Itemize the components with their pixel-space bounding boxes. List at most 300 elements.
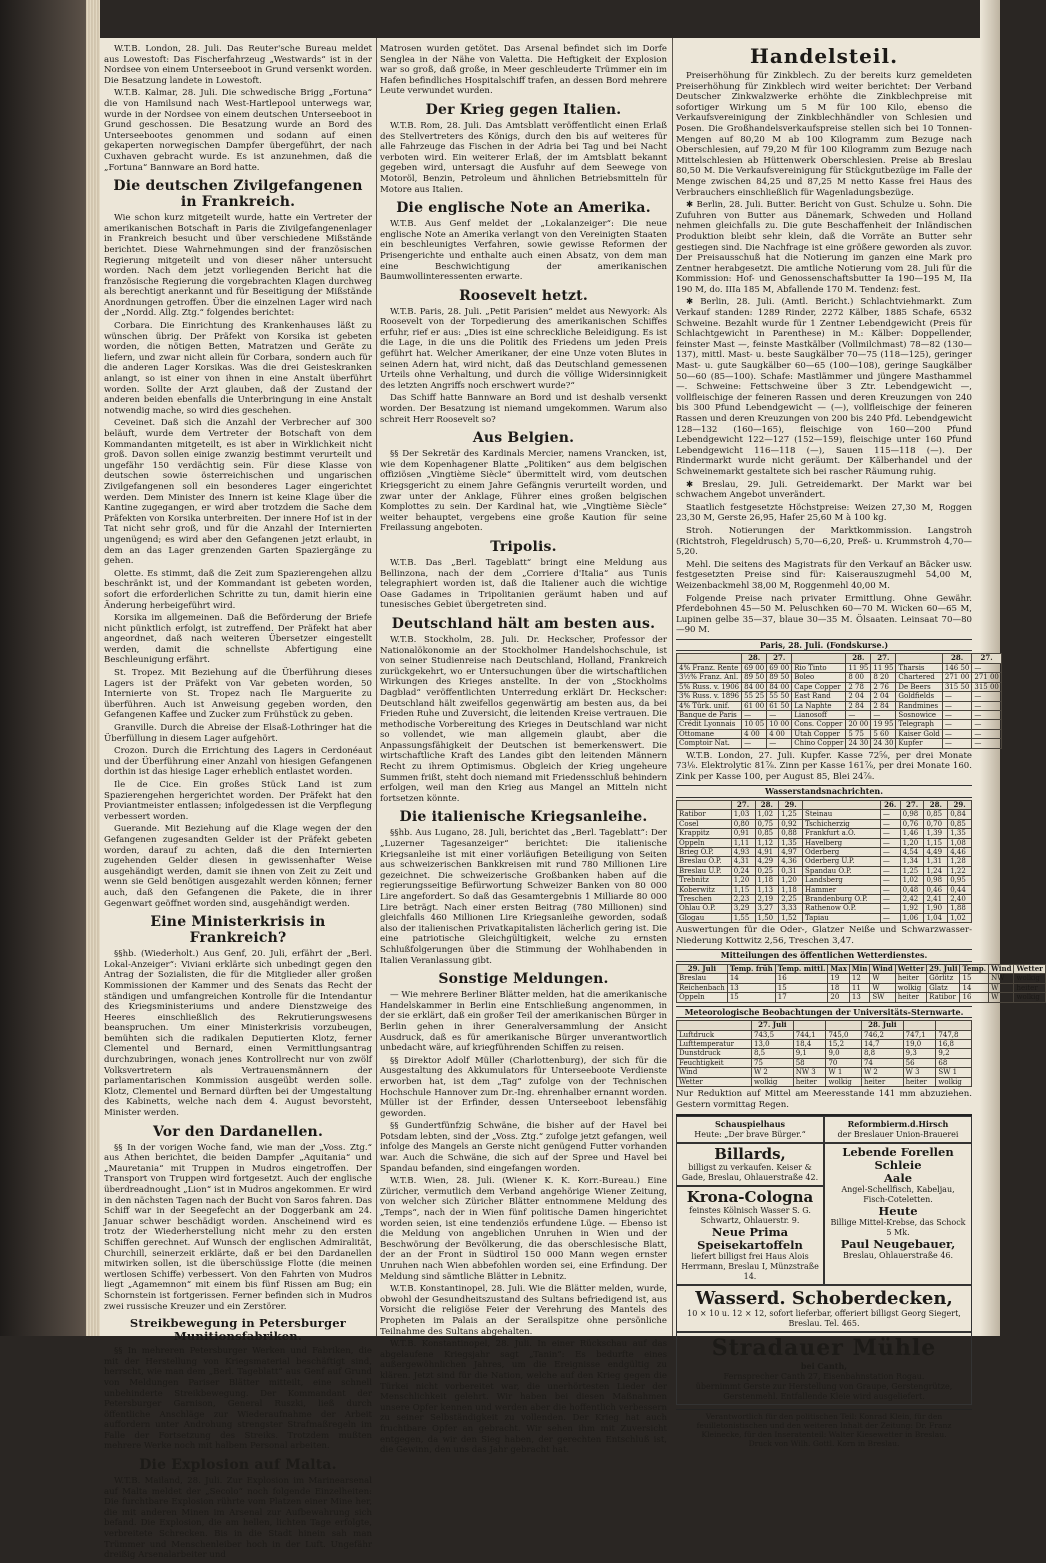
- table-row: [677, 829, 972, 838]
- paragraph: W.T.B. Konstantinopel, 28. Juli. In einer Rückschau auf das abgelaufene Kriegsjahr sagt „Tanin“: Es bedurfte eines außergewöhnlichen Jahres, um die Ereignisse endgültig zu klären. Jetzt sind für die Nation, welche auf den Krieg gegen die Türkei nicht vorbereitet war, die unerhörtesten Lieder der Menschlichkeit gelehrt. Wir haben bei diesen Maßnahmen unsere Opfer kennen und werden aber die hoffentlich verbessern zu seiner Selbständigkeit zu vollenden. Der Krieg hat auch fruchtbare Opfer an gebracht. Wir sehen ihm mit Zuversicht entgegen, da wir den Sieg haben, der gerechten Entschluß ist, die Gewinn, den uns das Jahr gebracht hat.: [380, 1339, 667, 1456]
- table-header-cell: 27. Juli: [752, 1021, 794, 1030]
- paragraph: W.T.B. London, 27. Juli. Kupfer. Kasse 72⅝, per drei Monate 73⅛. Elektrolytic 81⅞. Zinn per Kasse 161⅞, per drei Monate 160. Zink per Kasse 100, per August 85, Blei 24⅞.: [676, 750, 972, 782]
- table-row: [677, 1040, 972, 1049]
- table-cell: 1,12: [755, 838, 779, 847]
- table-row: [677, 904, 972, 913]
- table-header-cell: [803, 800, 881, 809]
- table-row: [677, 993, 1046, 1002]
- table-header-cell: Temp. mittl.: [775, 964, 828, 973]
- column-middle: [380, 44, 667, 1458]
- table-cell: 84 00: [742, 682, 767, 691]
- table-cell: W 2: [861, 1068, 903, 1077]
- table-cell: 16,8: [936, 1040, 972, 1049]
- table-cell: Luftdruck: [677, 1030, 752, 1039]
- table-cell: 0,80: [731, 819, 755, 828]
- table-cell: 0,25: [755, 866, 779, 875]
- table-cell: 10 00: [767, 720, 792, 729]
- table-cell: 0,95: [948, 876, 972, 885]
- table-cell: 1,13: [755, 885, 779, 894]
- table-cell: Hammer: [803, 885, 881, 894]
- ad-text: Breslau, Ohlauerstraße 46.: [842, 1251, 954, 1261]
- table-cell: Brandenburg O.P.: [803, 894, 881, 903]
- newspaper-page: [100, 38, 1043, 1561]
- table-cell: 747,1: [903, 1030, 936, 1039]
- paragraph: Granville. Durch die Abreise der Elsaß-Lothringer hat die Überfüllung in diesem Lager aufgehört.: [104, 723, 372, 744]
- table-row: [677, 739, 1002, 748]
- table-row: [677, 1049, 972, 1058]
- ad-heading: Heute: [878, 1204, 918, 1219]
- table-cell: 13,0: [752, 1040, 794, 1049]
- table-header-cell: 28.: [742, 654, 767, 663]
- table-header-cell: Temp.: [960, 964, 989, 973]
- table-row: [677, 729, 1002, 738]
- table-cell: —: [942, 739, 972, 748]
- paragraph: Guerande. Mit Beziehung auf die Klage wegen der den Gefangenen zugesandten Gelder ist der Präfekt gebeten worden, darauf zu achten, daß die den Internierten zugehenden Gelder diesen in gewissenhafter Weise ausgehändigt werden, damit sie ihnen von Zeit zu Zeit und wenn sie Geld benötigen ausgezahlt werden können; ferner auch, daß den Gefangenen die Pakete, die in ihrer Gegenwart geöffnet worden sind, ausgehändigt werden.: [104, 824, 372, 909]
- table-cell: 70: [826, 1058, 862, 1067]
- paragraph: Staatlich festgesetzte Höchstpreise: Weizen 27,30 M, Roggen 23,30 M, Gerste 26,95, Hafer 25,60 M à 100 kg.: [676, 502, 972, 524]
- table-row: [677, 894, 972, 903]
- paragraph: Corbara. Die Einrichtung des Krankenhauses läßt zu wünschen übrig. Der Präfekt von Korsika ist gebeten worden, die nötigen Betten, Matratzen und Geräte zu liefern, und zwar nicht allein für Corbara, sondern auch für die anderen Lager Korsikas. Was die drei Geisteskranken anlangt, so ist einer von ihnen in eine Anstalt überführt worden. Sollte der Arzt glauben, daß der Zustand der anderen beiden ebenfalls die Unterbringung in eine Anstalt notwendig mache, so wird dies geschehen.: [104, 321, 372, 416]
- table-cell: 0,98: [924, 876, 948, 885]
- ad-text: Fernsprecher Canth 27, Eisenbahnstation Rogau.: [723, 1372, 925, 1382]
- table-cell: 16: [960, 993, 989, 1002]
- table-header-cell: 29.: [948, 800, 972, 809]
- table-cell: 20: [828, 993, 849, 1002]
- table-cell: 2,23: [731, 894, 755, 903]
- table-row: [677, 701, 1002, 710]
- ad-heading: Schleie: [874, 1158, 922, 1173]
- paragraph: W.T.B. London, 28. Juli. Das Reuter'sche Bureau meldet aus Lowestoft: Das Fischerfahrzeug „Westwards“ ist in der Nordsee von einem Unterseeboot in Grund versenkt worden. Die Besatzung landete in Lowestoft.: [104, 44, 372, 86]
- table-cell: 1,18: [755, 876, 779, 885]
- paragraph: Folgende Preise nach privater Ermittlung. Ohne Gewähr. Pferdebohnen 45—50 M. Peluschken 60—70 M. Wicken 60—65 M, Lupinen gelbe 35—37, blaue 30—35 M. Ölsaaten. Leinsaat 70—80—90 M.: [676, 593, 972, 636]
- paragraph: W.T.B. Aus Genf meldet der „Lokalanzeiger“: Die neue englische Note an Amerika verlangt von den Vereinigten Staaten ein beschleunigtes Verfahren, sowie gewisse Reformen der Prisengerichte und enthalte auch einen Absatz, von dem man eine Beschwichtigung der amerikanischen Baumwollinteressenten erwarte.: [380, 219, 667, 283]
- table-header-cell: Wind: [870, 964, 895, 973]
- table-cell: heiter: [903, 1077, 936, 1086]
- table-header-cell: 28.: [924, 800, 948, 809]
- table-cell: —: [880, 857, 900, 866]
- table-cell: Frankfurt a.O.: [803, 829, 881, 838]
- article-headline: Eine Ministerkrisis in Frankreich?: [150, 914, 326, 947]
- weather-table: [676, 964, 1046, 1003]
- table-cell: 1,35: [779, 838, 803, 847]
- table-cell: —: [880, 810, 900, 819]
- table-cell: 1,02: [900, 876, 924, 885]
- table-cell: 0,46: [924, 885, 948, 894]
- table-cell: Breslau: [677, 974, 728, 983]
- advertisement: [676, 1143, 824, 1186]
- table-cell: W: [989, 993, 1014, 1002]
- table-cell: 744,1: [793, 1030, 826, 1039]
- table-cell: Koberwitz: [677, 885, 732, 894]
- table-cell: —: [880, 819, 900, 828]
- table-header-cell: 29. Juli: [677, 964, 728, 973]
- table-row: [677, 710, 1002, 719]
- table-header-cell: [793, 1021, 826, 1030]
- table-cell: 10 05: [742, 720, 767, 729]
- table-cell: 5 60: [871, 729, 896, 738]
- article-headline: Die italienische Kriegsanleihe.: [399, 809, 648, 826]
- table-cell: 1,55: [731, 913, 755, 922]
- observatory-table: [676, 1020, 972, 1087]
- table-row: [677, 1030, 972, 1039]
- table-header-cell: [792, 654, 846, 663]
- table-cell: 19: [828, 974, 849, 983]
- table-cell: W 3: [903, 1068, 936, 1077]
- table-row: [677, 847, 972, 856]
- table-cell: 4,29: [755, 857, 779, 866]
- table-header-cell: 28. Juli: [861, 1021, 903, 1030]
- paragraph: §§ In der vorigen Woche fand, wie man der „Voss. Ztg.“ aus Athen berichtet, die beiden Dampfer „Aquitania“ und „Mauretania“ mit Truppen in Mudros eingetroffen. Der Transport von Truppen wird fortgesetzt. Auch der englische überdreadnought „Lion“ ist in Mudros angekommen. Er wird in den nächsten Tagen nach der Bucht von Saros fahren. Das Schiff war in der Seegefecht an der Doggerbank am 24. Januar schwer beschädigt worden. Anscheinend wird es trotz der Wiederherstellung nicht mehr zu den ersten Schiffen gerechnet. Auf Wunsch der englischen Admiralität, Churchill, seinerzeit erklärte, daß er bei den Dardanellen mitwirken sollen, ist die überschüssige Flotte (die meinen wertlosen Schiffe) verbessert. Von den Fahrten von Mudros liegt „Agamemnon“ mit einem bis fünf Rissen am Bug; ein Schornstein ist fortgerissen. Ferner befinden sich in Mudros zwei russische Kreuzer und ein Zerstörer.: [104, 1142, 372, 1312]
- paragraph: St. Tropez. Mit Beziehung auf die Überführung dieses Lagers ist der Präfekt von Var gebeten worden, 50 Internierte von St. Tropez nach Ile Marguerite zu überführen. Auch ist Anweisung gegeben worden, den Gefangenen Kaffee und Zucker zum Frühstück zu geben.: [104, 668, 372, 721]
- table-row: [677, 663, 1002, 672]
- table-cell: 9,2: [936, 1049, 972, 1058]
- table-cell: 24 30: [871, 739, 896, 748]
- table-row: [677, 974, 1046, 983]
- table-cell: 58: [793, 1058, 826, 1067]
- paragraph: W.T.B. Das „Berl. Tageblatt“ bringt eine Meldung aus Bellinzona, nach der dem „Corriere d'Italia“ aus Tunis telegraphiert worden ist, daß die Italiener auch die wichtige Oase Gadames in Tripolitanien geräumt haben und auf tunesisches Gebiet übergetreten sind.: [380, 557, 667, 611]
- table-header-cell: 27.: [900, 800, 924, 809]
- table-cell: 9,3: [903, 1049, 936, 1058]
- table-row: [677, 1068, 972, 1077]
- table-cell: Glatz: [927, 983, 960, 992]
- paragraph: Das Schiff hatte Bannware an Bord und ist deshalb versenkt worden. Der Besatzung ist niemand umgekommen. Warum also schreit Herr Roosevelt so?: [380, 393, 667, 425]
- table-cell: 3,33: [779, 904, 803, 913]
- table-cell: Wetter: [677, 1077, 752, 1086]
- table-cell: 84 00: [767, 682, 792, 691]
- table-cell: 1,04: [924, 913, 948, 922]
- table-cell: Ottomane: [677, 729, 742, 738]
- table-cell: 4,49: [924, 847, 948, 856]
- table-row: [677, 810, 972, 819]
- table-cell: 3% Russ. v. 1896: [677, 692, 742, 701]
- table-cell: Wind: [677, 1068, 752, 1077]
- table-cell: Banque de Paris: [677, 710, 742, 719]
- table-cell: 3½% Franz. Anl.: [677, 673, 742, 682]
- table-cell: 4,46: [948, 847, 972, 856]
- paragraph: §§ Direktor Adolf Müller (Charlottenburg), der sich für die Ausgestaltung des Akkumulators für Unterseeboote Verdienste erworben hat, ist dem „Tag“ zufolge von der Technischen Hochschule Hannover zum Dr.-Ing. ehrenhalber ernannt worden. Müller ist der Erfinder, dessen Unterseeboot lebensfähig geworden.: [380, 1055, 667, 1119]
- table-cell: Utah Copper: [792, 729, 846, 738]
- table-cell: 1,02: [755, 810, 779, 819]
- table-cell: —: [972, 663, 1002, 672]
- advertisement: [676, 1285, 972, 1332]
- table-cell: 8,5: [752, 1049, 794, 1058]
- ad-heading: Neue Prima Speisekartoffeln: [697, 1225, 803, 1253]
- table-cell: 747,8: [936, 1030, 972, 1039]
- table-cell: 0,98: [900, 810, 924, 819]
- paragraph: Nur Reduktion auf Mittel am Meeresstande 141 mm abzuziehen. Gestern vormittag Regen.: [676, 1089, 972, 1110]
- paragraph: Ile de Cice. Ein großes Stück Land ist zum Spazierengehen hergerichtet worden. Der Präfekt hat den Proviantmeister entlassen; infolgedessen ist die Verpflegung verbessert worden.: [104, 780, 372, 822]
- table-cell: —: [972, 739, 1002, 748]
- paragraph: W.T.B. Stockholm, 28. Juli. Dr. Heckscher, Professor der Nationalökonomie an der Stockholmer Handelshochschule, ist von seiner Studienreise nach Deutschland, Holland, Frankreich zurückgekehrt, wo er Untersuchungen über die wirtschaftlichen Wirkungen des Krieges anstellte. In der von „Stockholms Dagblad“ veröffentlichten Unterredung erklärt Dr. Heckscher: Deutschland hält zweifellos gegenwärtig am besten aus, da bei Frieden Ruhe und Zuversicht, die leitenden Kreise vertrauen. Die methodische Vorbereitung des Krieges in Deutschland war nicht so vollendet, wie man allgemein glaubt, aber die Anpassungsfähigkeit der Deutschen ist bemerkenswert. Die wirtschaftliche Kraft des Landes gibt den leitenden Männern Recht zu ihrem Optimismus. Obgleich der Krieg ungeheure Summen frißt, steht doch niemand mit Friedensschluß behindern erfolgen, weil man den Krieg aus Mangel an Mitteln nicht fortsetzen könnte.: [380, 634, 667, 804]
- table-cell: 743,5: [752, 1030, 794, 1039]
- table-cell: 18,4: [793, 1040, 826, 1049]
- table-cell: —: [742, 710, 767, 719]
- table-cell: heiter: [895, 993, 926, 1002]
- table-cell: Trebnitz: [677, 876, 732, 885]
- table-cell: 0,88: [779, 829, 803, 838]
- table-cell: 0,91: [731, 829, 755, 838]
- binding-spine: [0, 0, 100, 1336]
- table-cell: W: [870, 974, 895, 983]
- table-cell: 11 95: [846, 663, 871, 672]
- advertisement: [676, 1332, 972, 1405]
- table-row: [677, 983, 1046, 992]
- table-cell: —: [880, 904, 900, 913]
- table-header-cell: [896, 654, 942, 663]
- table-cell: W 1: [826, 1068, 862, 1077]
- table-cell: Dunstdruck: [677, 1049, 752, 1058]
- ad-text: der Breslauer Union-Brauerei: [837, 1130, 959, 1140]
- table-cell: 2 84: [846, 701, 871, 710]
- table-cell: —: [880, 876, 900, 885]
- ad-text: liefert billigst frei Haus Alois Herrmann, Breslau I, Münzstraße 14.: [681, 1252, 819, 1282]
- table-cell: wolkig: [752, 1077, 794, 1086]
- table-cell: 1,02: [948, 913, 972, 922]
- table-header-cell: Wind: [989, 964, 1014, 973]
- table-cell: 1,24: [924, 866, 948, 875]
- ad-heading: Lebende Forellen: [842, 1145, 954, 1160]
- table-row: [677, 866, 972, 875]
- table-cell: —: [880, 838, 900, 847]
- table-caption: Wasserstandsnachrichten.: [676, 785, 972, 798]
- table-cell: Steinau: [803, 810, 881, 819]
- table-row: [677, 819, 972, 828]
- table-cell: NW 3: [793, 1068, 826, 1077]
- table-row: [677, 1077, 972, 1086]
- table-cell: W 2: [752, 1068, 794, 1077]
- table-cell: Landsberg: [803, 876, 881, 885]
- ad-heading: Billards,: [714, 1145, 786, 1164]
- table-cell: Cons. Copper: [792, 720, 846, 729]
- table-cell: 61 00: [742, 701, 767, 710]
- table-cell: —: [880, 913, 900, 922]
- table-cell: 4,31: [731, 857, 755, 866]
- table-cell: 4,91: [755, 847, 779, 856]
- table-header-cell: 27.: [972, 654, 1002, 663]
- paragraph: Auswertungen für die Oder-, Glatzer Neiße und Schwarzwasser-Niederung Kottwitz 2,56, Treschen 3,47.: [676, 925, 972, 946]
- table-cell: —: [880, 847, 900, 856]
- table-cell: Kupfer: [896, 739, 942, 748]
- ad-heading: Schauspielhaus: [714, 1119, 786, 1130]
- table-header-cell: [677, 654, 742, 663]
- paragraph: W.T.B. Rom, 28. Juli. Das Amtsblatt veröffentlicht einen Erlaß des Stellvertreters des Königs, durch den bis auf weiteres für alle Fahrzeuge das Fischen in der Adria bei Tag und bei Nacht verboten wird. Ein weiterer Erlaß, der im Amtsblatt bekannt gegeben wird, untersagt die Ausfuhr auf dem Seewege von Motoröl, Benzin, Petroleum und ähnlichen Betriebsmitteln für Motore aus Italien.: [380, 120, 667, 195]
- table-header-cell: 29.: [779, 800, 803, 809]
- table-cell: 1,39: [924, 829, 948, 838]
- ad-text: Billige Mittel-Krebse, das Schock 5 Mk.: [830, 1218, 966, 1238]
- paragraph: Crozon. Durch die Errichtung des Lagers in Cerdonéaut und der Überführung einer Anzahl von hiesigen Gefangenen dorthin ist das hiesige Lager erheblich entlastet worden.: [104, 746, 372, 778]
- ad-heading: Reformbierm.d.Hirsch: [847, 1119, 949, 1130]
- table-cell: heiter: [861, 1077, 903, 1086]
- table-cell: 4,93: [731, 847, 755, 856]
- table-cell: 3,29: [731, 904, 755, 913]
- paragraph: W.T.B. Wien, 28. Juli. (Wiener K. K. Korr.-Bureau.) Eine Züricher, vermutlich dem Verband angehörige Wiener Zeitung, von welcher sich Züricher Blätter entnommene Meldung des „Temps“, nach der in Wien fünf politische Damen hingerichtet worden seien, ist eine tendenziös erfundene Lüge. — Ebenso ist die Meldung von angeblichen Unruhen in Wien und der Beschwörung der Bevölkerung, die das oberschlesische Blatt, der an der Front in Südtirol 150 000 Mann wegen ernster Unruhen nach Wien abbefohlen worden sei, eine Erfindung. Der Meldung sind sämtliche Blätter in Lebnitz.: [380, 1176, 667, 1282]
- table-cell: 1,88: [948, 904, 972, 913]
- table-header-cell: [677, 800, 732, 809]
- table-cell: Breslau U.P.: [677, 866, 732, 875]
- ad-heading: Stradauer Mühle: [711, 1335, 937, 1362]
- table-cell: Rio Tinto: [792, 663, 846, 672]
- table-cell: 1,50: [755, 913, 779, 922]
- table-cell: 2,25: [779, 894, 803, 903]
- paragraph: §§ Gundertfünfzig Schwäne, die bisher auf der Havel bei Potsdam lebten, sind der „Voss. Ztg.“ zufolge jetzt gefangen, weil infolge des Mangels an Gerste nicht genügend Futter vorhanden war. Auch die Schwäne, die sich auf der Spree und Havel bei Spandau befanden, sind eingefangen worden.: [380, 1121, 667, 1174]
- table-header-cell: 27.: [731, 800, 755, 809]
- table-cell: Cape Copper: [792, 682, 846, 691]
- table-cell: 1,03: [731, 810, 755, 819]
- table-cell: Oderberg U.P.: [803, 857, 881, 866]
- article-headline: Die deutschen Zivilgefangenen in Frankreich.: [113, 178, 363, 211]
- column-rule: [672, 38, 673, 1336]
- table-cell: Lianosoff: [792, 710, 846, 719]
- table-cell: 1,31: [924, 857, 948, 866]
- table-cell: 2,41: [924, 894, 948, 903]
- table-cell: 24 30: [846, 739, 871, 748]
- table-cell: 8 20: [871, 673, 896, 682]
- advertisement-grid: [676, 1114, 972, 1285]
- paris-stock-table: [676, 653, 1002, 748]
- paragraph: ✱ Berlin, 28. Juli. (Amtl. Bericht.) Schlachtviehmarkt. Zum Verkauf standen: 1289 Rinder, 2272 Kälber, 1885 Schafe, 6532 Schweine. Bezahlt wurde für 1 Zentner Lebendgewicht (Preis für Schlachtgewicht in Parenthese) in M.: Kälber: Doppellender, feinster Mast —, feinste Mastkälber (Vollmilchmast) 78—82 (130—137), mittl. Mast- u. beste Saugkälber 70—75 (118—125), geringer Mast- u. gute Saugkälber 60—65 (100—108), geringe Saugkälber 50—60 (85—100). Schafe: Mastlämmer und jüngere Masthammel —. Schweine: Fettschweine über 3 Ztr. Lebendgewicht —, vollfleischige der feineren Rassen und deren Kreuzungen von 240 bis 300 Pfund Lebendgewicht — (—), vollfleischige der feineren Rassen und deren Kreuzungen von 200 bis 240 Pfd. Lebendgewicht 128—132 (160—165), fleischige von 160—200 Pfund Lebendgewicht 122—127 (152—159), fleischige unter 160 Pfund Lebendgewicht 116—118 (—), Sauen 115—118 (—). Der Rindermarkt wurde nicht geräumt. Der Kälberhandel und der Schweinemarkt gestaltete sich bei rascher Räumung ruhig.: [676, 297, 972, 477]
- table-cell: —: [767, 710, 792, 719]
- paragraph: §§ In mehreren Petersburger Werken und Fabriken, die mit der Herstellung von Kriegsmaterial beschäftigt sind, herrscht, wie man dem „Berl. Tageblatt“ aus Genf auf Grund von Meldungen Pariser Blätter mitteilt, eine schnell unbehinderte Streikbewegung. Der Kommandant der Petersburger Garnison, General Ruszki, ließ durch öffentliche Anschläge zur Wiederaufnahme der Arbeit auffordern unter Androhung strengster Strafmaßregeln im Falle der Fortsetzung des Streiks. Trotzdem mußten mehrere Werke noch mit halbem Personal arbeiten.: [104, 1346, 372, 1452]
- table-cell: 315 00: [972, 682, 1002, 691]
- table-cell: 0,92: [779, 819, 803, 828]
- table-cell: Telegraph: [896, 720, 942, 729]
- table-cell: 8 00: [846, 673, 871, 682]
- table-cell: 2 04: [871, 692, 896, 701]
- table-cell: 1,28: [948, 857, 972, 866]
- table-row: [677, 682, 1002, 691]
- table-cell: Breslau O.P.: [677, 857, 732, 866]
- imprint-text: Verantwortlich für den politischen Teil: Konrad Klein, für den feuilletonistischen und den weiteren Inhalt der Zeitung: Dr. Franz Kleinecke, für den Inseratenteil: Walter Kiesewetter in Breslau.: [696, 1412, 952, 1440]
- table-cell: heiter: [895, 974, 926, 983]
- table-caption: Meteorologische Beobachtungen der Universitäts-Sternwarte.: [676, 1006, 972, 1019]
- table-cell: 56: [903, 1058, 936, 1067]
- table-cell: 74: [861, 1058, 903, 1067]
- table-cell: —: [880, 829, 900, 838]
- paragraph: §§ Der Sekretär des Kardinals Mercier, namens Vrancken, ist, wie dem Kopenhagener Blatte „Politiken“ aus dem belgischen offiziösen „Vingtième Siècle“ übermittelt wird, vom deutschen Kriegsgericht zu einem Jahre Gefängnis verurteilt worden, und zwar unter der Anklage, Führer eines großen belgischen Komplottes zu sein. Der Kardinal hat, wie „Vingtième Siècle“ weiter behauptet, vergebens eine große Kaution für seine Freilassung angeboten.: [380, 449, 667, 534]
- article-headline: Die englische Note an Amerika.: [396, 200, 651, 217]
- table-header-cell: [826, 1021, 862, 1030]
- table-cell: East Rand: [792, 692, 846, 701]
- table-cell: 0,85: [948, 819, 972, 828]
- table-cell: 14: [727, 974, 775, 983]
- table-cell: Randmines: [896, 701, 942, 710]
- table-cell: 11: [849, 983, 870, 992]
- table-cell: 1,34: [900, 857, 924, 866]
- table-cell: 0,84: [948, 810, 972, 819]
- table-cell: 8,8: [861, 1049, 903, 1058]
- ad-text: feinstes Kölnisch Wasser S. G. Schwartz, Ohlauerstr. 9.: [689, 1206, 811, 1226]
- table-cell: 15: [960, 974, 989, 983]
- table-cell: —: [972, 692, 1002, 701]
- ad-text: Heute: „Der brave Bürger.“: [694, 1130, 806, 1140]
- table-cell: 1,92: [900, 904, 924, 913]
- table-cell: 0,85: [924, 810, 948, 819]
- table-cell: —: [742, 739, 767, 748]
- table-cell: Görlitz: [927, 974, 960, 983]
- table-cell: Glogau: [677, 913, 732, 922]
- table-cell: 1,90: [924, 904, 948, 913]
- table-row: [677, 1058, 972, 1067]
- table-cell: Ohlau O.P.: [677, 904, 732, 913]
- table-cell: Comptoir Nat.: [677, 739, 742, 748]
- table-cell: 4% Türk. unif.: [677, 701, 742, 710]
- table-cell: 1,20: [900, 838, 924, 847]
- article-headline: Roosevelt hetzt.: [459, 287, 588, 304]
- table-cell: —: [972, 729, 1002, 738]
- article-headline: Tripolis.: [490, 538, 557, 555]
- ad-heading: Krona-Cologna: [686, 1188, 814, 1207]
- table-cell: 4,54: [900, 847, 924, 856]
- table-caption: Mitteilungen des öffentlichen Wetterdienstes.: [676, 949, 972, 962]
- paragraph: Korsika im allgemeinen. Daß die Beförderung der Briefe nicht pünktlich erfolgt, ist zutreffend. Der Präfekt hat aber angeordnet, daß nach weiteren Übersetzer eingestellt werden, damit die schnellste Abfertigung eine Beschleunigung erfährt.: [104, 613, 372, 666]
- paragraph: Wie schon kurz mitgeteilt wurde, hatte ein Vertreter der amerikanischen Botschaft in Paris die Zivilgefangenenlager in Frankreich besucht und über verschiedene Mißstände berichtet. Diese Wahrnehmungen sind der französischen Regierung mitgeteilt und von dieser näher untersucht worden. Nach dem jetzt vorliegenden Bericht hat die französische Regierung die vorgebrachten Klagen durchweg als berechtigt anerkannt und für Beseitigung der Mißstände Anordnungen getroffen. Über die einzelnen Lager wird nach der „Nordd. Allg. Ztg.“ folgendes berichtet:: [104, 213, 372, 319]
- table-cell: —: [972, 701, 1002, 710]
- table-cell: Cosel: [677, 819, 732, 828]
- table-header-cell: [936, 1021, 972, 1030]
- table-cell: 1,46: [900, 829, 924, 838]
- table-cell: —: [942, 692, 972, 701]
- table-cell: 17: [775, 993, 828, 1002]
- table-cell: 5 75: [846, 729, 871, 738]
- paragraph: Ceveinet. Daß sich die Anzahl der Verbrecher auf 300 beläuft, wurde dem Vertreter der Botschaft von dem Kommandanten mitgeteilt, es ist aber in Wirklichkeit nicht groß. Davon sollen einige zwanzig bestimmt verurteilt und ungefähr 150 verdächtig sein. Für diese Klasse von deutschen sowie österreichischen und ungarischen Zivilgefangenen soll ein besonderes Lager eingerichtet werden. Dem Minister des Innern ist keine Klage über die Kantine zugegangen, er wird aber trotzdem die Sache dem Präfekten von Korsika unterbreiten. Der innere Hof ist in der Tat nicht sehr groß, und für die Anzahl der Internierten ungenügend; es wird aber den Gefangenen jetzt erlaubt, in dem an das Lager grenzenden Garten Spaziergänge zu gehen.: [104, 418, 372, 567]
- table-cell: 2 84: [871, 701, 896, 710]
- table-cell: 1,25: [779, 810, 803, 819]
- paragraph: Mehl. Die seitens des Magistrats für den Verkauf an Bäcker usw. festgesetzten Preise sind für: Kaiserauszugmehl 54,00 M, Weizenbackmehl 38,00 M, Roggenmehl 40,00 M.: [676, 559, 972, 591]
- ad-text: 10 × 10 u. 12 × 12, sofort lieferbar, offeriert billigst Georg Siegert, Breslau. Tel. 465.: [687, 1309, 961, 1329]
- table-cell: 11 95: [871, 663, 896, 672]
- table-cell: Kaiser Gold: [896, 729, 942, 738]
- table-cell: wolkig: [1014, 974, 1045, 983]
- table-cell: Oppeln: [677, 838, 732, 847]
- table-cell: 1,20: [731, 876, 755, 885]
- article-headline: Streikbewegung in Petersburger Munitionsfabriken.: [129, 1316, 347, 1344]
- table-cell: Tapiau: [803, 913, 881, 922]
- table-cell: La Naphte: [792, 701, 846, 710]
- table-header-cell: 27.: [767, 654, 792, 663]
- table-header-cell: 28.: [755, 800, 779, 809]
- table-cell: Ratibor: [677, 810, 732, 819]
- table-cell: 16: [775, 974, 828, 983]
- table-cell: wolkig: [1014, 993, 1045, 1002]
- table-header-cell: [677, 1021, 752, 1030]
- table-cell: 14,7: [861, 1040, 903, 1049]
- paragraph: ✱ Breslau, 29. Juli. Getreidemarkt. Der Markt war bei schwachem Angebot unverändert.: [676, 479, 972, 501]
- table-cell: 4% Franz. Rente: [677, 663, 742, 672]
- table-cell: Brieg O.P.: [677, 847, 732, 856]
- table-cell: 1,35: [948, 829, 972, 838]
- article-headline: Die Explosion auf Malta.: [139, 1457, 337, 1474]
- table-cell: 3,27: [755, 904, 779, 913]
- table-cell: Treschen: [677, 894, 732, 903]
- table-cell: heiter: [1014, 983, 1045, 992]
- table-cell: W: [870, 983, 895, 992]
- advertisement: [676, 1116, 824, 1143]
- table-cell: wolkig: [936, 1077, 972, 1086]
- table-header-cell: [903, 1021, 936, 1030]
- table-cell: —: [942, 710, 972, 719]
- table-header-cell: Temp. früh: [727, 964, 775, 973]
- table-header-cell: 26.: [880, 800, 900, 809]
- table-cell: 19,0: [903, 1040, 936, 1049]
- table-cell: 68: [936, 1058, 972, 1067]
- table-cell: SW 1: [936, 1068, 972, 1077]
- table-cell: —: [972, 710, 1002, 719]
- table-cell: 13: [849, 993, 870, 1002]
- ad-text: übernimmt Gerste zur Herstellung von Graupe, Gerstengrütze, Gerstenmehl. Entfallende Kleie wird ausgeliefert.: [695, 1382, 953, 1402]
- table-header-cell: 28.: [942, 654, 972, 663]
- table-cell: 18: [828, 983, 849, 992]
- table-cell: Spandau O.P.: [803, 866, 881, 875]
